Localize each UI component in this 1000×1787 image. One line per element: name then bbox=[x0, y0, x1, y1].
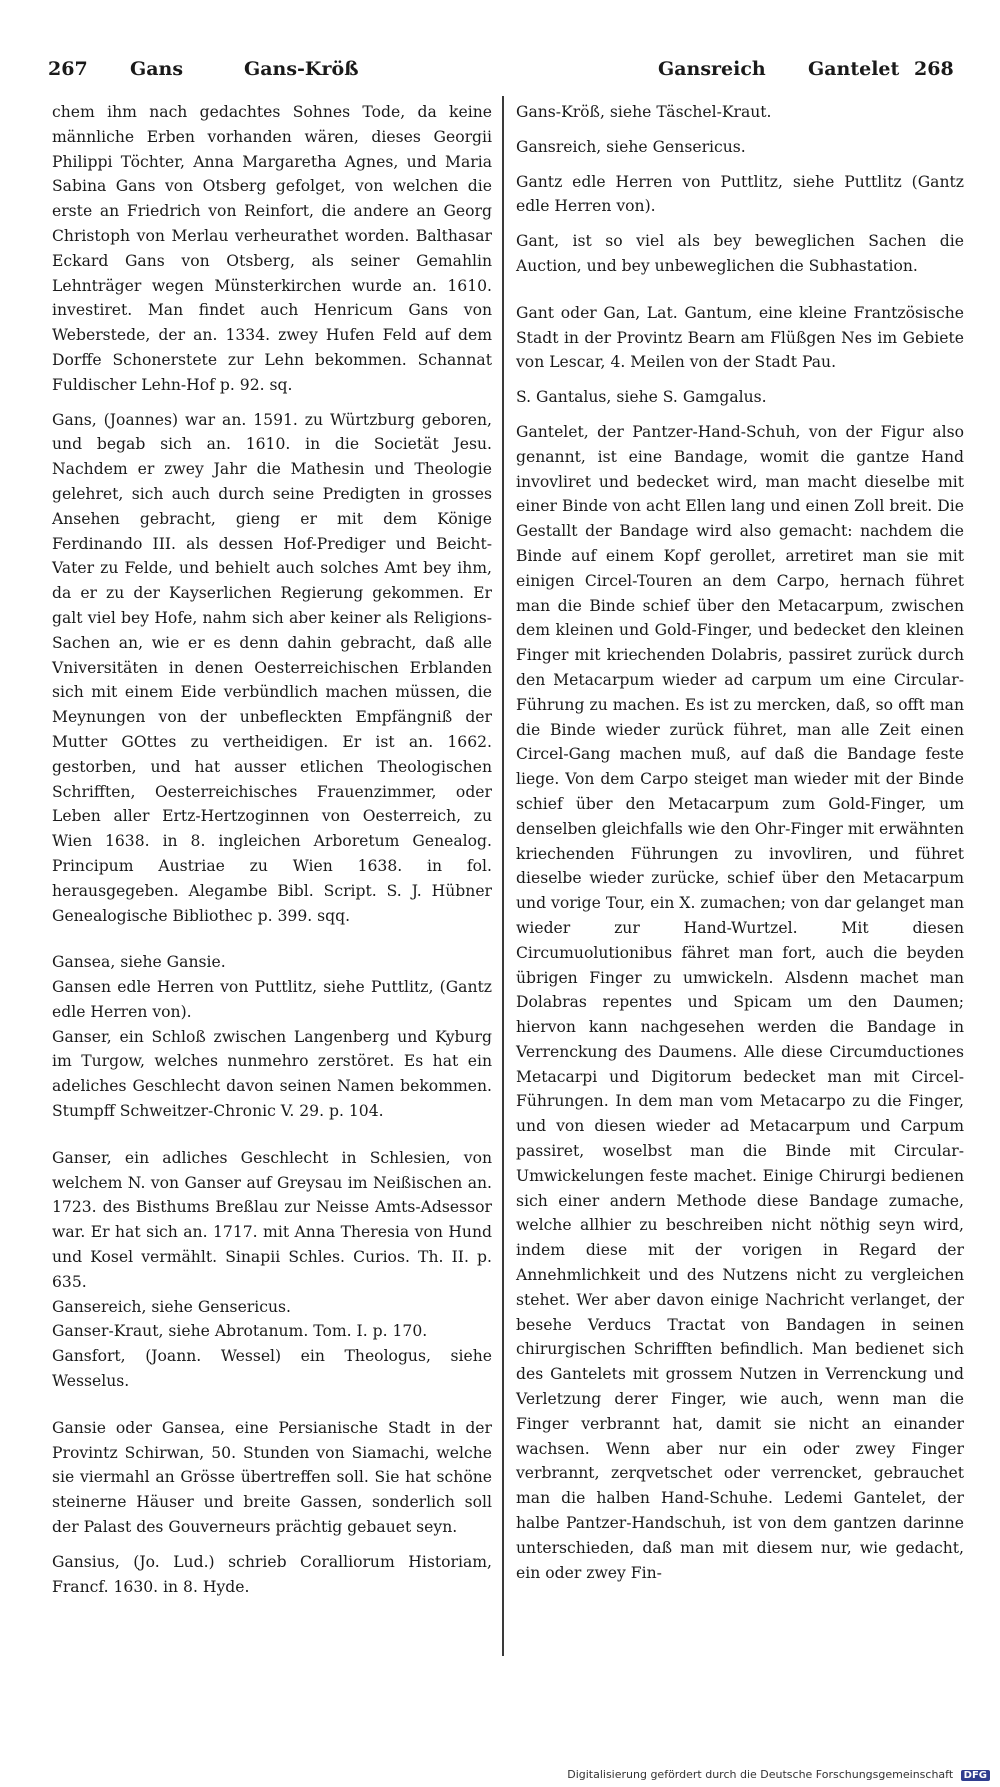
entry-gans-joannes: Gans, (Joannes) war an. 1591. zu Würtzburg geboren, und begab sich an. 1610. in die Societät Jesu. Nachdem er zwey Jahr die Mathesin und Theologie gelehret, sich auch durch seine Predigten in grosses Ansehen gebracht, gieng er mit dem Könige Ferdinando III. als dessen Hof-Prediger und Beicht-Vater zu Felde, und behielt auch solches Amt bey ihm, da er zu der Kayserlichen Regierung gekommen. Er galt viel bey Hofe, nahm sich aber keiner als Religions-Sachen an, wie er es denn dahin gebracht, daß alle Vniversitäten in denen Oesterreichischen Erblanden sich mit einem Eide verbündlich machen müssen, die Meynungen von der unbefleckten Empfängniß der Mutter GOttes zu vertheidigen. Er ist an. 1662. gestorben, und hat ausser etlichen Theologischen Schrifften, Oesterreichisches Frauenzimmer, oder Leben aller Ertz-Hertzoginnen von Oesterreich, zu Wien 1638. in 8. ingleichen Arboretum Genealog. Principum Austriae zu Wien 1638. in fol. herausgegeben. Alegambe Bibl. Script. S. J. Hübner Genealogische Bibliothec p. 399. sqq. bbox=[52, 410, 492, 925]
digitization-credit bbox=[567, 1768, 990, 1781]
entry-gans-kroess: Gans-Kröß, siehe Täschel-Kraut. bbox=[516, 103, 772, 121]
entry-gans-continued: chem ihm nach gedachtes Sohnes Tode, da keine männliche Erben vorhanden wären, dieses Georgii Philippi Töchter, Anna Margaretha Agnes, und Maria Sabina Gans von Otsberg gefolget, von welchen die erste an Friedrich von Reinfort, die andere an Georg Christoph von Merlau verheurathet worden. Balthasar Eckard Gans von Otsberg, als seiner Gemahlin Lehnträger wegen Münsterkirchen wurde an. 1610. investiret. Man findet auch Henricum Gans von Weberstede, der an. 1334. zwey Hufen Feld auf dem Dorffe Schonerstete zur Lehn bekommen. Schannat Fuldischer Lehn-Hof p. 92. sq. bbox=[52, 103, 492, 394]
credit-text: Digitalisierung gefördert durch die Deutsche Forschungsgemeinschaft bbox=[567, 1768, 954, 1781]
entry-ganser-geschlecht: Ganser, ein adliches Geschlecht in Schlesien, von welchem N. von Ganser auf Greysau im Neißischen an. 1723. des Bisthums Breßlau zur Neisse Amts-Adsessor war. Er hat sich an. 1717. mit Anna Theresia von Hund und Kosel vermählt. Sinapii Schles. Curios. Th. II. p. 635. bbox=[52, 1148, 492, 1291]
right-page-number: 268 bbox=[914, 58, 954, 80]
right-header-word-1: Gansreich bbox=[658, 58, 766, 80]
entry-gantz-edle-herren: Gantz edle Herren von Puttlitz, siehe Puttlitz (Gantz edle Herren von). bbox=[516, 172, 964, 216]
entry-gansie: Gansie oder Gansea, eine Persianische Stadt in der Provintz Schirwan, 50. Stunden von Siamachi, welche sie viermahl an Grösse übertreffen soll. Sie hat schöne steinerne Häuser und breite Gassen, sonderlich soll der Palast des Gouverneurs prächtig gebauet seyn. bbox=[52, 1418, 492, 1537]
left-page-number: 267 bbox=[48, 58, 88, 80]
entry-gant-auction: Gant, ist so viel als bey beweglichen Sachen die Auction, und bey unbeweglichen die Subhastation. bbox=[516, 232, 964, 275]
entry-gansius: Gansius, (Jo. Lud.) schrieb Coralliorum Historiam, Francf. 1630. in 8. Hyde. bbox=[52, 1552, 492, 1596]
entry-gansreich: Gansreich, siehe Gensericus. bbox=[516, 137, 746, 156]
entry-ganser-schloss: Ganser, ein Schloß zwischen Langenberg und Kyburg im Turgow, welches nunmehro zerstöret. Es hat ein adeliches Geschlecht davon seinen Namen bekommen. Stumpff Schweitzer-Chronic V. 29. p. 104. bbox=[52, 1027, 492, 1121]
entry-gansea: Gansea, siehe Gansie. bbox=[52, 953, 226, 972]
entry-ganser-kraut: Ganser-Kraut, siehe Abrotanum. Tom. I. p. 170. bbox=[52, 1322, 428, 1341]
left-header-word-1: Gans bbox=[130, 58, 184, 80]
running-header bbox=[48, 58, 954, 86]
left-header-word-2: Gans-Kröß bbox=[244, 58, 359, 80]
entry-gansereich: Gansereich, siehe Gensericus. bbox=[52, 1297, 291, 1316]
entry-gant-stadt: Gant oder Gan, Lat. Gantum, eine kleine Frantzösische Stadt in der Provintz Bearn am Flüßgen Nes im Gebiete von Lescar, 4. Meilen von der Stadt Pau. bbox=[516, 303, 964, 372]
entry-gantelet: Gantelet, der Pantzer-Hand-Schuh, von der Figur also genannt, ist eine Bandage, womit die gantze Hand invovliret und bedecket wird, man macht dieselbe mit einer Binde von acht Ellen lang und einen Zoll breit. Die Gestallt der Bandage wird also gemacht: nachdem die Binde auf einem Kopf gerollet, arretiret man sie mit einigen Circel-Touren an dem Carpo, hernach führet man die Binde schief über den Metacarpum, zwischen dem kleinen und Gold-Finger, und bedecket den kleinen Finger mit kriechenden Dolabris, passiret zurück durch den Metacarpum wieder ad carpum um eine Circular-Führung zu machen. Es ist zu mercken, daß, so offt man die Binde wieder zurück führet, man alle Zeit einen Circel-Gang machen muß, auf daß die Bandage feste liege. Von dem Carpo steiget man wieder mit der Binde schief über den Metacarpum zum Gold-Finger, um denselben gleichfalls wie den Ohr-Finger mit erwähnten kriechenden Führungen zu invovliren, und führet dieselbe wieder zurücke, schief über den Metacarpum und vorige Tour, ein X. zumachen; von dar gelanget man wieder zur Hand-Wurtzel. Mit diesen Circumuolutionibus fähret man fort, auch die beyden übrigen Finger zu umwickeln. Alsdenn machet man Dolabras repentes und Spicam um den Daumen; hiervon kann nachgesehen werden die Bandage in Verrenckung des Daumens. Alle diese Circumductiones Metacarpi und Digitorum bedecket man mit Circel-Führungen. In dem man vom Metacarpo zu die Finger, und von diesen wieder ad Metacarpum und Carpum passiret, woselbst man die Binde mit Circular-Umwickelungen feste machet. Einige Chirurgi bedienen sich einer andern Methode diese Bandage zumache, welche allhier zu beschreiben nicht nöthig seyn wird, indem diese mit der vorigen in Regard der Annehmlichkeit und des Nutzens nicht zu vergleichen stehet. Wer aber davon einige Nachricht verlanget, der besehe Verducs Tractat von Bandagen in seinen chirurgischen Schrifften befindlich. Man bedienet sich des Gantelets mit grossem Nutzen in Verrenckung und Verletzung derer Finger, wie auch, wenn man die Finger verbrannt hat, damit sie nicht an einander wachsen. Wenn aber nur ein oder zwey Finger verbrannt, zerqvetschet oder verrencket, gebrauchet man die halben Hand-Schuhe. Ledemi Gantelet, der halbe Pantzer-Handschuh, ist von dem gantzen darinne unterschieden, daß man mit diesem nur, wie gedacht, ein oder zwey Fin- bbox=[516, 422, 964, 1582]
column-divider bbox=[502, 96, 504, 1656]
left-column bbox=[52, 100, 492, 1599]
entry-gansen-edle-herren: Gansen edle Herren von Puttlitz, siehe Puttlitz, (Gantz edle Herren von). bbox=[52, 978, 492, 1021]
dfg-logo: DFG bbox=[961, 1770, 990, 1781]
right-column bbox=[516, 100, 964, 1585]
right-header-word-2: Gantelet bbox=[808, 58, 900, 80]
entry-gansfort: Gansfort, (Joann. Wessel) ein Theologus, siehe Wesselus. bbox=[52, 1347, 492, 1391]
entry-s-gantalus: S. Gantalus, siehe S. Gamgalus. bbox=[516, 388, 767, 407]
